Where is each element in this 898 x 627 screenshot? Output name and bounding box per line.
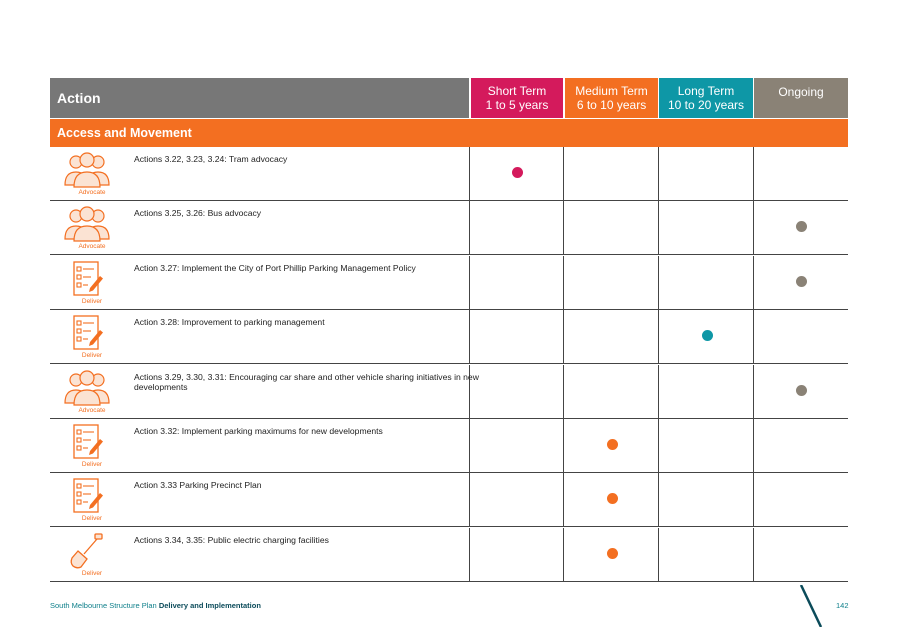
table-row: [50, 201, 848, 255]
table-row: [50, 365, 848, 419]
column-divider: [658, 365, 659, 418]
advocate-icon: [64, 205, 110, 243]
term-dot-long: [702, 330, 713, 341]
header-medium-term: Medium Term 6 to 10 years: [565, 78, 658, 118]
deliver-checklist-icon: [64, 314, 110, 352]
term-dot-medium: [607, 548, 618, 559]
icon-label: Advocate: [78, 189, 106, 196]
column-divider: [658, 201, 659, 254]
column-divider: [753, 419, 754, 472]
table-row: [50, 310, 848, 364]
header-action: Action: [50, 78, 469, 118]
table-row: [50, 419, 848, 473]
icon-label: Deliver: [81, 569, 103, 577]
column-divider: [563, 419, 564, 472]
term-dot-medium: [607, 493, 618, 504]
column-divider: [753, 310, 754, 363]
advocate-icon: [64, 151, 110, 189]
decorative-slash: [795, 585, 825, 627]
table-row: [50, 256, 848, 310]
column-divider: [753, 528, 754, 581]
section-access-and-movement: Access and Movement: [50, 119, 848, 147]
table-row: [50, 473, 848, 527]
term-dot-ongoing: [796, 276, 807, 287]
header-short-term: Short Term 1 to 5 years: [471, 78, 563, 118]
column-divider: [658, 419, 659, 472]
icon-label: Deliver: [81, 297, 103, 305]
action-text: Actions 3.29, 3.30, 3.31: Encouraging car share and other vehicle sharing initiatives in new developments: [134, 371, 479, 393]
column-divider: [753, 473, 754, 526]
column-divider: [563, 201, 564, 254]
column-divider: [658, 528, 659, 581]
page-number: 142: [836, 601, 849, 610]
action-text: Actions 3.34, 3.35: Public electric charging facilities: [134, 534, 329, 545]
column-divider: [658, 256, 659, 309]
column-divider: [753, 147, 754, 200]
term-dot-short: [512, 167, 523, 178]
column-divider: [563, 147, 564, 200]
action-text: Action 3.28: Improvement to parking management: [134, 317, 325, 328]
column-divider: [658, 310, 659, 363]
icon-label: Advocate: [78, 243, 106, 251]
column-divider: [563, 310, 564, 363]
term-dot-ongoing: [796, 385, 807, 396]
term-dot-ongoing: [796, 221, 807, 232]
advocate-icon: [64, 369, 110, 407]
column-divider: [658, 473, 659, 526]
icon-label: Deliver: [81, 461, 103, 468]
column-divider: [563, 528, 564, 581]
column-divider: [563, 473, 564, 526]
column-divider: [563, 256, 564, 309]
action-text: Action 3.32: Implement parking maximums for new developments: [134, 426, 383, 436]
table-row: [50, 528, 848, 582]
deliver-shovel-icon: [64, 532, 110, 570]
header-long-term: Long Term 10 to 20 years: [659, 78, 753, 118]
column-divider: [753, 201, 754, 254]
deliver-checklist-icon: [64, 260, 110, 298]
action-text: Actions 3.22, 3.23, 3.24: Tram advocacy: [134, 154, 288, 164]
deliver-checklist-icon: [64, 423, 110, 461]
column-divider: [658, 147, 659, 200]
column-divider: [753, 365, 754, 418]
column-divider: [753, 256, 754, 309]
term-dot-medium: [607, 439, 618, 450]
footer: South Melbourne Structure Plan Delivery and Implementation: [50, 601, 261, 610]
icon-label: Deliver: [81, 352, 103, 360]
column-divider: [563, 365, 564, 418]
action-text: Action 3.27: Implement the City of Port Phillip Parking Management Policy: [134, 262, 416, 273]
action-text: Action 3.33 Parking Precinct Plan: [134, 480, 262, 491]
deliver-checklist-icon: [64, 477, 110, 515]
table-row: [50, 147, 848, 201]
header-ongoing: Ongoing: [754, 78, 848, 118]
icon-label: Advocate: [78, 406, 106, 414]
action-text: Actions 3.25, 3.26: Bus advocacy: [134, 208, 262, 219]
icon-label: Deliver: [81, 515, 103, 523]
